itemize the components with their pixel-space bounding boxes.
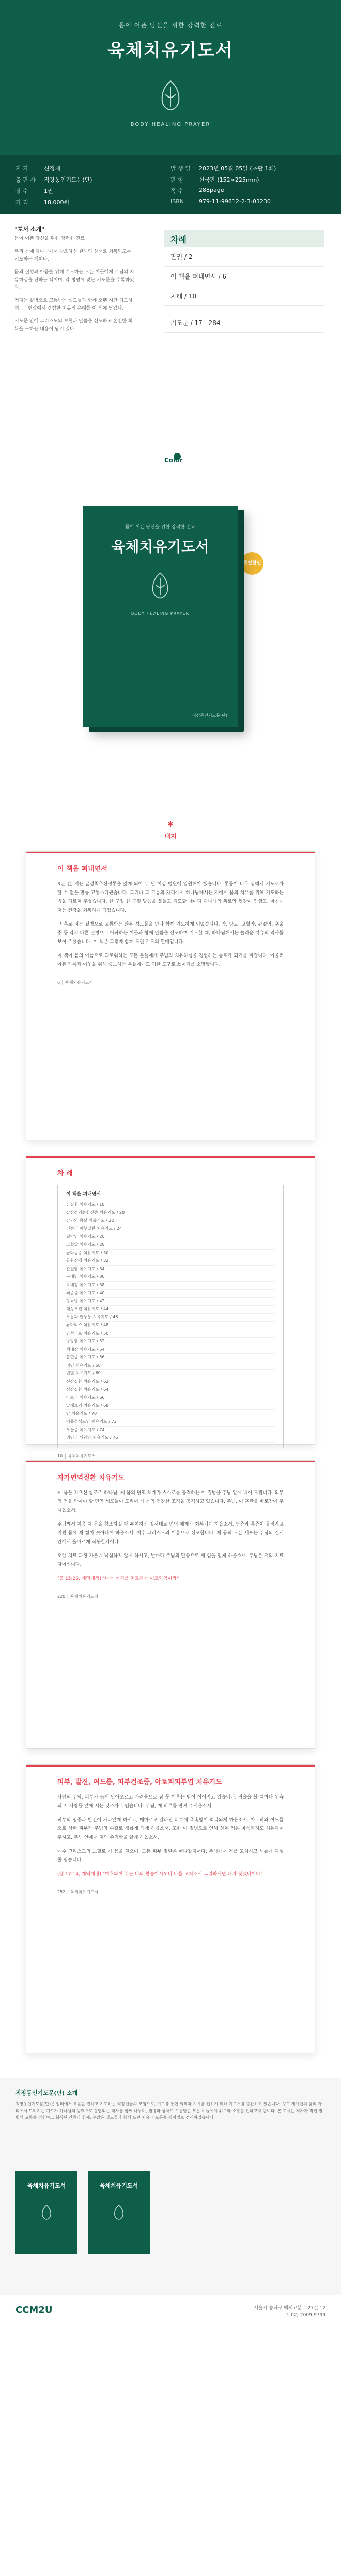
toc-item: 차례 / 10 — [164, 286, 324, 306]
contents-row: 신장질환 치유기도 / 62 — [66, 1378, 275, 1386]
book-info-bar — [0, 155, 341, 214]
blurb-paragraph: 우리 몸에 하나님께서 창조하신 원래의 상태로 회복되도록 기도하는 책이다. — [14, 249, 131, 262]
mini-cover-title: 육체치유기도서 — [99, 2182, 138, 2189]
info-row: ISBN 979-11-99612-2-3-03230 — [171, 198, 271, 205]
book-cover-mockup — [83, 506, 238, 727]
publisher-heading: 직장동인기도문(단) 소개 — [16, 2089, 78, 2096]
hero-subtitle-en: BODY HEALING PRAYER — [130, 122, 211, 127]
page-number: 6 │ 육체치유기도서 — [57, 980, 94, 985]
contents-row: 우울증 치유기도 / 74 — [66, 1427, 275, 1435]
contents-row: 당뇨병 치유기도 / 42 — [66, 1298, 275, 1306]
healing-emblem-icon — [142, 568, 178, 604]
contents-row: 암 치유기도 / 70 — [66, 1410, 275, 1418]
contents-row: 비염 치유기도 / 58 — [66, 1362, 275, 1370]
healing-emblem-icon — [36, 2202, 57, 2223]
intro-section — [0, 214, 341, 449]
inner-page-autoimmune — [26, 1460, 315, 1749]
toc-item: 이 책을 펴내면서 / 6 — [164, 267, 324, 286]
page-heading: 피부, 발진, 여드름, 피부건조증, 아토피피부염 치유기도 — [57, 1778, 222, 1786]
blurb-paragraph: 몸의 질병과 아픔을 위해 기도하는 모든 이들에게 주님의 치유하심을 전하는 책이며, 각 병명에 맞는 기도문을 수록하였다. — [14, 270, 134, 290]
contents-row: 건선과 피부질환 치유기도 / 24 — [66, 1225, 275, 1234]
page-paragraph: 사랑의 주님, 피부가 붉게 달아오르고 가려움으로 잠 못 이루는 밤이 이어지고 있습니다. 거울을 볼 때마다 위축되고, 사람들 앞에 서는 것조차 두렵습니다. 주님, 제 피부를 만져 주시옵소서. — [57, 1795, 284, 1809]
contents-row: 녹내장 치유기도 / 38 — [66, 1282, 275, 1290]
info-row: 지 자 신정재 — [16, 165, 60, 172]
inner-page-skin — [26, 1764, 315, 2053]
contents-list-title: 이 책을 펴내면서 — [66, 1192, 101, 1197]
book-blurb — [14, 225, 136, 338]
toc-pages: 기도문 / 17 - 284 — [164, 306, 324, 333]
page-top-bar — [26, 1461, 315, 1462]
inner-pages-header — [0, 810, 341, 851]
page-body — [26, 1793, 315, 1865]
contents-row: 간질환 치유기도 / 18 — [66, 1201, 275, 1209]
blurb-subtitle: 몸이 어픈 당신을 위한 강력한 진료 — [14, 236, 85, 241]
contents-row: 관절염 치유기도 / 34 — [66, 1266, 275, 1274]
book-color-section — [0, 449, 341, 810]
site-footer — [0, 2295, 341, 2331]
contents-row: 대상포진 치유기도 / 44 — [66, 1306, 275, 1314]
page-body — [26, 880, 315, 969]
cover-tagline: 몸이 어픈 당신을 위한 강력한 진료 — [125, 525, 196, 530]
inner-pages-label: 내지 — [164, 833, 177, 840]
page-body — [26, 1489, 315, 1569]
info-row: 가 격 18,000원 — [16, 199, 70, 206]
contents-row: 갑상선기능항진증 치유기도 / 20 — [66, 1209, 275, 1218]
contents-row: 골다공증 치유기도 / 30 — [66, 1250, 275, 1258]
spacer — [0, 2053, 341, 2078]
cover-title: 육체치유기도서 — [111, 538, 209, 555]
contents-row: 류마티스 치유기도 / 48 — [66, 1322, 275, 1330]
page-paragraph: 예수 그리스도의 보혈로 제 몸을 덮으며, 모든 피부 질환은 떠나갈지어다. 주님께서 저를 고치시고 새롭게 하실 줄 믿습니다. — [57, 1849, 284, 1863]
contents-row: 결막염 치유기도 / 26 — [66, 1233, 275, 1241]
contents-row: 빈혈 치유기도 / 60 — [66, 1370, 275, 1378]
info-row: 장 수 1권 — [16, 188, 53, 195]
mini-cover-title: 육체치유기도서 — [27, 2182, 66, 2189]
publisher-section — [0, 2078, 341, 2295]
contents-list — [57, 1185, 284, 1448]
contents-row: 공황장애 치유기도 / 32 — [66, 1257, 275, 1266]
hero-tagline: 몸이 어픈 당신을 위한 강력한 진료 — [118, 22, 223, 29]
cover-subtitle-en: BODY HEALING PRAYER — [131, 611, 190, 616]
info-row: 쪽 수 288page — [171, 187, 224, 195]
spacer — [0, 1749, 341, 1764]
page-top-bar — [26, 1156, 315, 1158]
spacer — [0, 1140, 341, 1156]
brand-logo[interactable]: CCM2U — [16, 2305, 53, 2315]
page-paragraph: 이 책이 몸의 아픔으로 괴로워하는 모든 분들에게 주님의 치유하심을 경험하는 통로가 되기를 바랍니다. 아울러 아픈 가족과 이웃을 위해 중보하는 분들에게도 귀한 도구로 쓰이기를 소망합니다. — [57, 953, 284, 967]
contents-row: 고혈압 치유기도 / 28 — [66, 1241, 275, 1250]
page-paragraph: 피부의 염증과 발진이 가라앉게 하시고, 메마르고 갈라진 피부에 촉촉함이 회복되게 하옵소서. 아토피와 여드름으로 상한 피부가 주님의 손길로 새롭게 되게 하옵소서. 또한 이 질병으로 인해 상처 입은 마음까지도 치유하여 주시고, 주님 안에서 저의 존귀함을 알게 하옵소서. — [57, 1818, 284, 1840]
page-heading: 이 책을 펴내면서 — [57, 865, 107, 873]
contents-row: 역류성식도염 치유기도 / 72 — [66, 1418, 275, 1427]
hero-banner — [0, 0, 341, 155]
blurb-paragraph: 저자는 질병으로 고통받는 성도들과 함께 오랜 시간 기도하며, 그 현장에서 경험한 치유의 은혜를 이 책에 담았다. — [14, 298, 133, 311]
page-paragraph: 주님께서 처음 제 몸을 창조하실 때 부여하신 질서대로 면역 체계가 회복되게 하옵소서. 염증과 통증이 물러가고 지친 몸에 새 힘이 솟아나게 하옵소서. 예수 그리스도의 이름으로 선포합니다. 제 몸의 모든 세포는 주님의 질서 안에서 올바르게 작동할지어다. — [57, 1522, 284, 1545]
footer-address: 서울시 송파구 백제고분로 27길 12 T. 02) 2009-9799 — [254, 2306, 326, 2318]
info-row: 발 행 일 2023년 05월 05일 (초판 1쇄) — [171, 165, 276, 172]
contents-row: 방광염 치유기도 / 52 — [66, 1338, 275, 1346]
page-heading: 차 례 — [57, 1170, 73, 1177]
mini-book-cover — [88, 2171, 150, 2254]
contents-row: 감기와 몸살 치유기도 / 22 — [66, 1217, 275, 1225]
scripture-quote: (렘 17:14, 개역개정) "여호와여 주는 나의 찬송이시오니 나를 고치소서 그리하시면 내가 낫겠나이다" — [57, 1872, 263, 1877]
contents-row: 심장질환 치유기도 / 64 — [66, 1386, 275, 1395]
scripture-quote: (출 15:26, 개역개정) "나는 너희를 치료하는 여호와임이라" — [57, 1576, 179, 1581]
inner-page-contents — [26, 1156, 315, 1459]
star-icon: ✱ — [167, 820, 174, 829]
healing-emblem-icon — [109, 2202, 129, 2223]
info-col-left — [16, 164, 92, 209]
cover-publisher: 직장동인기도문(단) — [192, 713, 227, 718]
page-top-bar — [26, 852, 315, 853]
page-paragraph: 3년 전, 저는 급성척추신경통을 앓게 되어 두 달 이상 병원에 입원해야 했습니다. 통증이 너무 심해서 기도조차 할 수 없을 만큼 고통스러웠습니다. 그러나 그 고통의 자리에서 하나님께서는 저에게 몸의 치유를 위해 기도하는 법을 가르쳐 주셨습니다. 한 구절 한 구절 말씀을 붙들고 기도할 때마다 하나님의 위로와 평강이 임했고, 마침내 저는 건강을 회복하게 되었습니다. — [57, 882, 284, 913]
mini-book-cover — [16, 2171, 78, 2254]
blurb-title: "도서 소개" — [14, 226, 44, 233]
toc-item: 판권 / 2 — [164, 247, 324, 267]
discount-badge: 특별할인 — [241, 552, 264, 575]
contents-row: 백내장 치유기도 / 54 — [66, 1346, 275, 1354]
contents-row: 두통과 편두통 치유기도 / 46 — [66, 1314, 275, 1322]
page-top-bar — [26, 1765, 315, 1767]
contents-row: 알레르기 치유기도 / 68 — [66, 1402, 275, 1411]
toc-summary — [164, 230, 324, 333]
page-paragraph: 제 몸을 지으신 창조주 하나님, 제 몸의 면역 체계가 스스로를 공격하는 이 질병을 주님 앞에 내어 드립니다. 외부의 적을 막아야 할 면역 세포들이 도리어 제 몸의 건강한 조직을 공격하고 있습니다. 주님, 이 혼란을 바로잡아 주시옵소서. — [57, 1490, 284, 1513]
hero-title: 육체치유기도서 — [107, 40, 234, 61]
page-number: 220 │ 육체치유기도서 — [57, 1594, 99, 1599]
contents-row: 만성피로 치유기도 / 50 — [66, 1330, 275, 1338]
info-col-right — [171, 164, 276, 209]
color-label: Color — [164, 457, 183, 464]
contents-row: 아토피 치유기도 / 66 — [66, 1394, 275, 1402]
page-number: 252 │ 육체치유기도서 — [57, 1890, 99, 1894]
page-number: 10 │ 육체치유기도서 — [57, 1453, 96, 1459]
inner-page-preface — [26, 851, 315, 1140]
contents-row: 뇌졸중 치유기도 / 40 — [66, 1290, 275, 1298]
healing-emblem-icon — [150, 75, 191, 116]
contents-row: 위염과 위궤양 치유기도 / 76 — [66, 1434, 275, 1443]
blurb-paragraph: 기도문 안에 그리스도의 보혈과 말씀을 선포하고 온전한 회복을 구하는 내용이 담겨 있다. — [14, 319, 133, 332]
page-heading: 자가면역질환 치유기도 — [57, 1474, 125, 1482]
page-paragraph: 오랜 치료 과정 가운데 낙심하지 않게 하시고, 날마다 주님의 말씀으로 새 힘을 얻게 하옵소서. 주님은 저의 치료자이십니다. — [57, 1553, 284, 1567]
page-paragraph: 그 후로 저는 질병으로 고통받는 많은 성도들을 만나 함께 기도하게 되었습니다. 암, 당뇨, 고혈압, 관절염, 우울증 등 각기 다른 질병으로 아파하는 이들과 함께 말씀을 선포하며 기도할 때, 하나님께서는 놀라운 치유의 역사를 보여 주셨습니다. 이 책은 그렇게 함께 드린 기도의 열매입니다. — [57, 922, 284, 945]
contents-row: 구내염 치유기도 / 36 — [66, 1273, 275, 1282]
contents-row: 불면증 치유기도 / 56 — [66, 1354, 275, 1362]
info-row: 판 형 신국판 (152×225mm) — [171, 176, 259, 183]
info-row: 출 판 사 직장동인기도문(단) — [16, 176, 92, 183]
publisher-description: 직장동인기도문(단)은 일터에서 복음을 전하고 기도하는 직장인들의 모임으로, 기도를 통한 회복과 치유를 전하기 위해 기도서를 출간하고 있습니다. 성도 개개인의 삶의 자리에서 드려지는 기도가 하나님의 능력으로 응답되는 역사를 함께 나누며, 질병과 상처로 고통받는 모든 이들에게 위로와 소망을 전하고자 합니다. 본 도서는 저자가 직접 질병의 고통을 경험하고 회복된 간증과 함께, 수많은 성도들과 함께 드린 치유 기도문을 병명별로 정리하였습니다. — [16, 2102, 323, 2120]
toc-title: 차례 — [164, 230, 324, 247]
